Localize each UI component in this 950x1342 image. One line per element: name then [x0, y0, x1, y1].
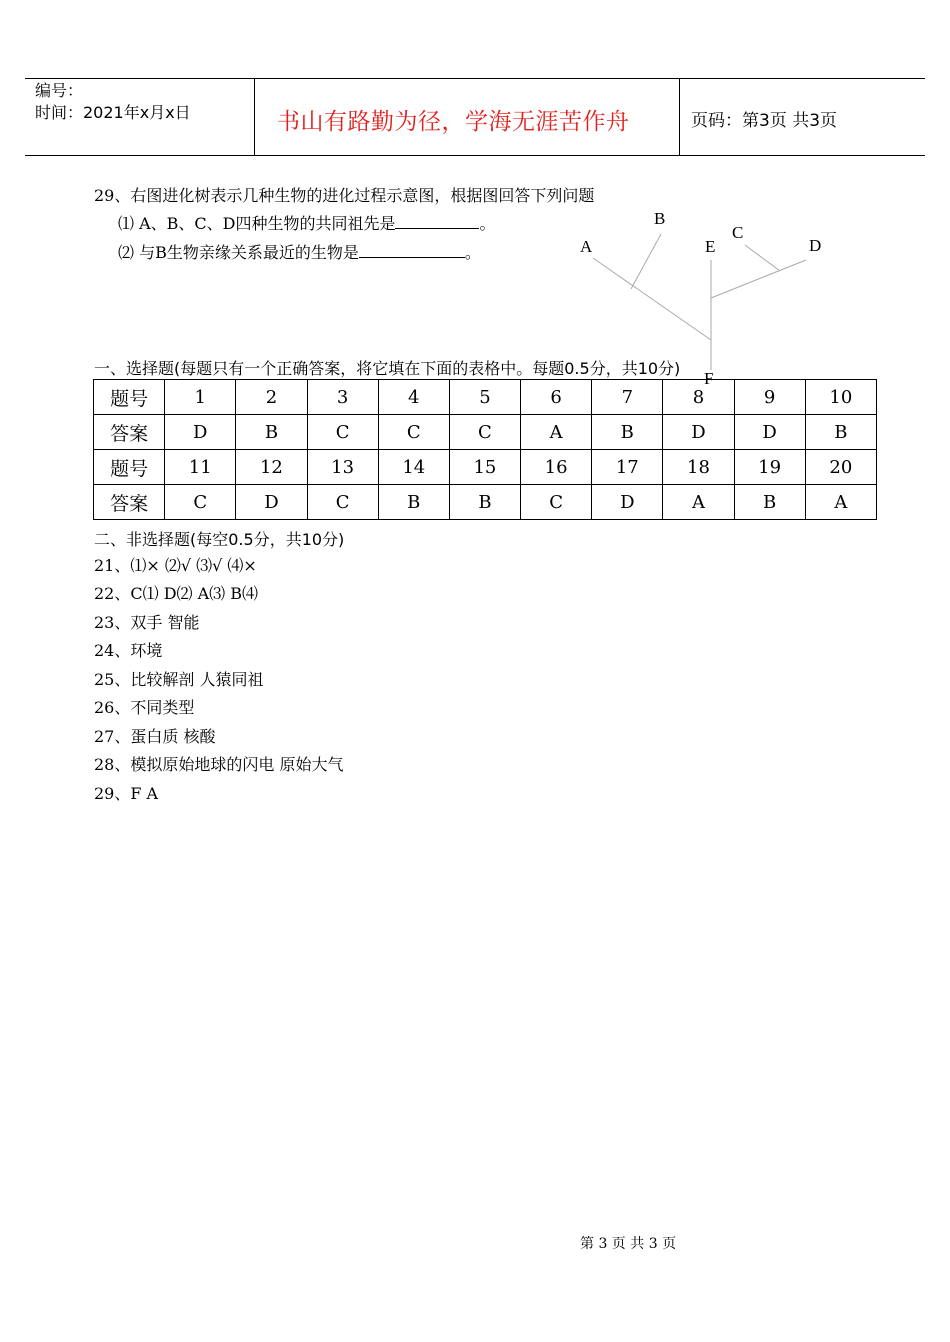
tree-branch-a [593, 258, 711, 340]
table-cell: 题号 [94, 380, 165, 415]
tree-label-b: B [654, 209, 666, 228]
table-cell: C [307, 485, 378, 520]
table-cell: B [449, 485, 520, 520]
header-code-label: 编号： [35, 81, 84, 100]
table-cell: 题号 [94, 450, 165, 485]
section-1-title: 一、选择题(每题只有一个正确答案，将它填在下面的表格中。每题0.5分，共10分) [94, 359, 681, 378]
tree-branch-c [745, 245, 780, 271]
answer-line-23: 23、双手 智能 [94, 613, 200, 632]
question-29-sub1-end: 。 [479, 214, 496, 233]
header-bottom-rule [25, 155, 925, 156]
question-29-sub2-end: 。 [464, 243, 481, 262]
table-row [94, 415, 877, 450]
table-cell: 15 [449, 450, 520, 485]
answer-blank-2 [359, 243, 465, 258]
table-cell: 5 [449, 380, 520, 415]
table-cell: B [805, 415, 876, 450]
question-29-prompt: 29、右图进化树表示几种生物的进化过程示意图，根据图回答下列问题 [94, 186, 595, 205]
table-cell: 18 [663, 450, 734, 485]
answer-line-29: 29、F A [94, 784, 159, 803]
header-divider-right [679, 78, 680, 155]
table-cell: C [307, 415, 378, 450]
table-row [94, 450, 877, 485]
table-cell: D [236, 485, 307, 520]
page-footer: 第 3 页 共 3 页 [580, 1236, 677, 1252]
tree-branch-d [711, 260, 806, 298]
table-cell: 1 [165, 380, 236, 415]
table-cell: 16 [521, 450, 592, 485]
tree-label-a: A [580, 237, 593, 256]
answer-line-21: 21、⑴× ⑵√ ⑶√ ⑷× [94, 556, 257, 575]
table-cell: B [592, 415, 663, 450]
table-cell: 20 [805, 450, 876, 485]
answer-line-28: 28、模拟原始地球的闪电 原始大气 [94, 755, 344, 774]
table-cell: 12 [236, 450, 307, 485]
answer-line-27: 27、蛋白质 核酸 [94, 727, 216, 746]
question-29-sub1-text: ⑴ A、B、C、D四种生物的共同祖先是 [118, 214, 396, 233]
tree-label-c: C [732, 223, 744, 242]
answer-table [93, 379, 877, 520]
table-cell: D [165, 415, 236, 450]
tree-branch-b [631, 234, 661, 289]
tree-label-e: E [705, 237, 716, 256]
table-cell: 答案 [94, 485, 165, 520]
question-29-sub1 [118, 213, 496, 235]
answer-line-22: 22、C⑴ D⑵ A⑶ B⑷ [94, 584, 259, 603]
header-time-label: 时间：2021年x月x日 [35, 103, 191, 122]
tree-label-d: D [809, 236, 822, 255]
table-cell: 14 [378, 450, 449, 485]
section-2-title: 二、非选择题(每空0.5分，共10分) [94, 530, 345, 549]
table-cell: A [805, 485, 876, 520]
table-cell: D [734, 415, 805, 450]
table-cell: 7 [592, 380, 663, 415]
header-motto: 书山有路勤为径，学海无涯苦作舟 [277, 109, 630, 135]
table-cell: C [378, 415, 449, 450]
header-divider-left [254, 78, 255, 155]
table-cell: 2 [236, 380, 307, 415]
table-cell: B [236, 415, 307, 450]
table-cell: 9 [734, 380, 805, 415]
table-cell: 10 [805, 380, 876, 415]
answer-line-24: 24、环境 [94, 641, 163, 660]
table-cell: D [663, 415, 734, 450]
table-cell: A [663, 485, 734, 520]
table-row [94, 485, 877, 520]
question-29-sub2-text: ⑵ 与B生物亲缘关系最近的生物是 [118, 243, 359, 262]
tree-label-f: F [704, 369, 714, 388]
table-cell: B [734, 485, 805, 520]
table-cell: 4 [378, 380, 449, 415]
table-cell: 答案 [94, 415, 165, 450]
answer-blank-1 [395, 214, 479, 229]
table-cell: 11 [165, 450, 236, 485]
table-cell: 8 [663, 380, 734, 415]
table-cell: C [165, 485, 236, 520]
question-29-sub2 [118, 242, 481, 264]
table-cell: A [521, 415, 592, 450]
table-row [94, 380, 877, 415]
table-cell: B [378, 485, 449, 520]
table-cell: 17 [592, 450, 663, 485]
header-top-rule [25, 78, 925, 79]
answer-line-26: 26、不同类型 [94, 698, 195, 717]
table-cell: 19 [734, 450, 805, 485]
table-cell: 6 [521, 380, 592, 415]
table-cell: D [592, 485, 663, 520]
table-cell: 3 [307, 380, 378, 415]
table-cell: C [449, 415, 520, 450]
answer-line-25: 25、比较解剖 人猿同祖 [94, 670, 264, 689]
header-page-label: 页码：第3页 共3页 [691, 111, 838, 131]
table-cell: 13 [307, 450, 378, 485]
table-cell: C [521, 485, 592, 520]
